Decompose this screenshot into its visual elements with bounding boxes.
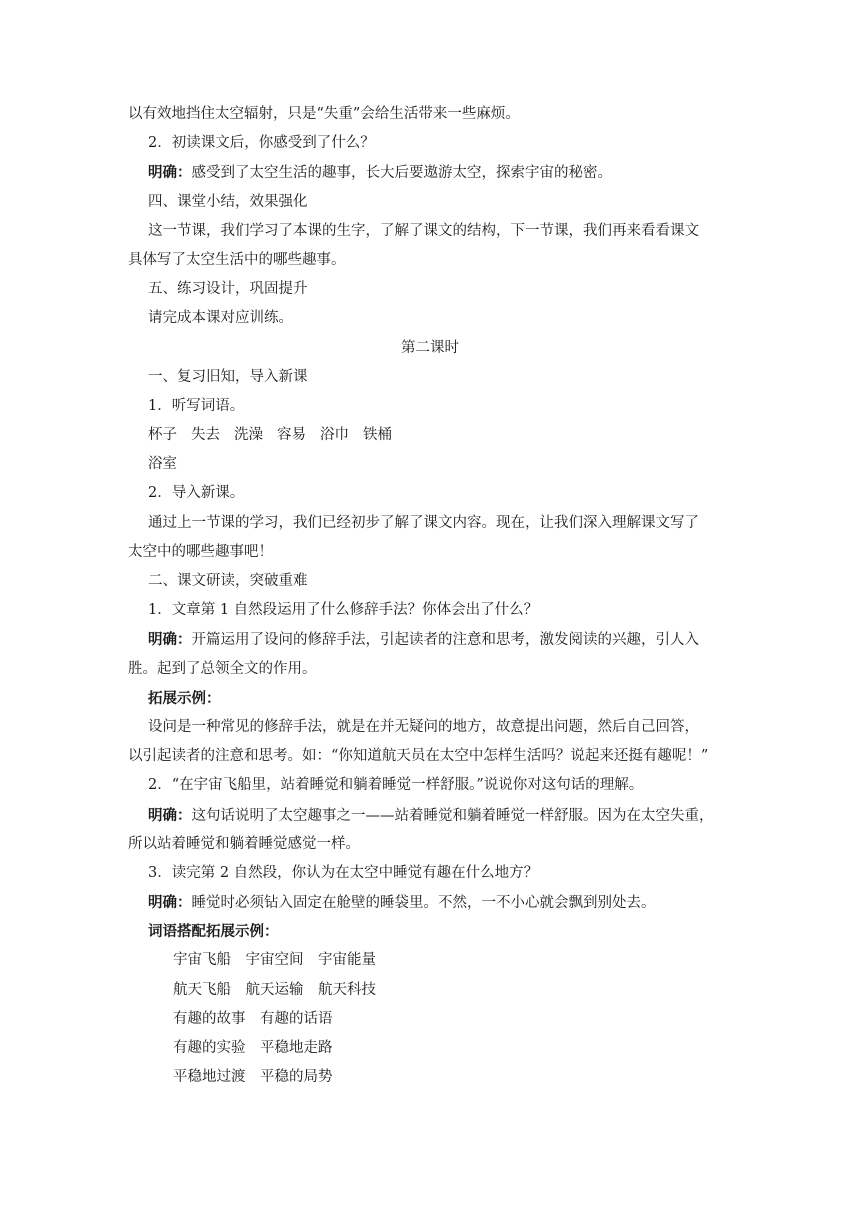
word-pair-line: 宇宙飞船 宇宙空间 宇宙能量 xyxy=(173,952,376,969)
paragraph-line: 通过上一节课的学习，我们已经初步了解了课文内容。现在，让我们深入理解课文写了 xyxy=(148,514,699,531)
answer-label: 明确： xyxy=(148,806,192,824)
question-line: 2．导入新课。 xyxy=(148,485,245,502)
section-heading: 二、课文研读，突破重难 xyxy=(148,573,308,589)
paragraph-line: 以引起读者的注意和思考。如：“你知道航天员在太空中怎样生活吗？说起来还挺有趣呢！” xyxy=(128,748,709,765)
paragraph-line: 设问是一种常见的修辞手法，就是在并无疑问的地方，故意提出问题，然后自己回答， xyxy=(148,718,699,735)
word-pair-line: 有趣的故事 有趣的话语 xyxy=(173,1010,333,1027)
question-line: 3．读完第 2 自然段，你认为在太空中睡觉有趣在什么地方？ xyxy=(148,864,539,881)
paragraph-line: 以有效地挡住太空辐射，只是“失重”会给生活带来一些麻烦。 xyxy=(128,106,520,122)
dictation-word: 杯子 xyxy=(148,427,177,444)
answer-text: 感受到了太空生活的趣事，长大后要遨游太空，探索宇宙的秘密。 xyxy=(191,165,612,182)
word-pair-line: 航天飞船 航天运输 航天科技 xyxy=(173,981,376,998)
answer-text: 睡觉时必须钻入固定在舱壁的睡袋里。不然，一不小心就会飘到别处去。 xyxy=(191,895,656,912)
answer-label: 明确： xyxy=(148,894,192,912)
question-line: 2．“在宇宙飞船里，站着睡觉和躺着睡觉一样舒服。”说说你对这句话的理解。 xyxy=(148,777,644,794)
paragraph-line: 请完成本课对应训练。 xyxy=(148,310,293,327)
dictation-word: 浴巾 xyxy=(320,427,349,444)
dictation-word: 容易 xyxy=(277,427,306,444)
question-line: 2．初读课文后，你感受到了什么？ xyxy=(148,135,375,152)
extension-heading: 词语搭配拓展示例： xyxy=(148,923,279,941)
section-heading: 四、课堂小结，效果强化 xyxy=(148,193,308,210)
paragraph-line: 这一节课，我们学习了本课的生字，了解了课文的结构，下一节课，我们再来看看课文 xyxy=(148,222,699,239)
answer-label: 明确： xyxy=(148,631,192,649)
answer-line xyxy=(128,888,732,917)
lesson-title: 第二课时 xyxy=(401,339,459,356)
question-line: 1．文章第 1 自然段运用了什么修辞手法？你体会出了什么？ xyxy=(148,602,539,619)
answer-text: 开篇运用了设问的修辞手法，引起读者的注意和思考，激发阅读的兴趣，引人入 xyxy=(191,632,699,649)
document-body xyxy=(128,100,732,1092)
paragraph-line: 具体写了太空生活中的哪些趣事。 xyxy=(128,251,346,268)
dictation-word: 洗澡 xyxy=(234,427,263,444)
answer-line xyxy=(128,801,732,830)
section-heading: 五、练习设计，巩固提升 xyxy=(148,281,308,298)
word-pair-line: 有趣的实验 平稳地走路 xyxy=(173,1040,333,1056)
dictation-word: 铁桶 xyxy=(363,427,392,444)
paragraph-line: 所以站着睡觉和躺着睡觉感觉一样。 xyxy=(128,835,360,852)
question-line: 1．听写词语。 xyxy=(148,397,245,414)
section-heading: 一、复习旧知，导入新课 xyxy=(148,368,308,385)
extension-heading: 拓展示例： xyxy=(148,689,221,707)
paragraph-line: 胜。起到了总领全文的作用。 xyxy=(128,660,317,677)
answer-label: 明确： xyxy=(148,164,192,182)
dictation-words xyxy=(128,421,732,450)
answer-line xyxy=(128,625,732,654)
dictation-word: 失去 xyxy=(191,427,220,444)
answer-text: 这句话说明了太空趣事之一——站着睡觉和躺着睡觉一样舒服。因为在太空失重， xyxy=(191,807,714,824)
dictation-word-line: 浴室 xyxy=(148,456,177,473)
paragraph-line: 太空中的哪些趣事吧！ xyxy=(128,543,273,560)
answer-line xyxy=(128,158,732,187)
word-pair-line: 平稳地过渡 平稳的局势 xyxy=(173,1069,333,1086)
